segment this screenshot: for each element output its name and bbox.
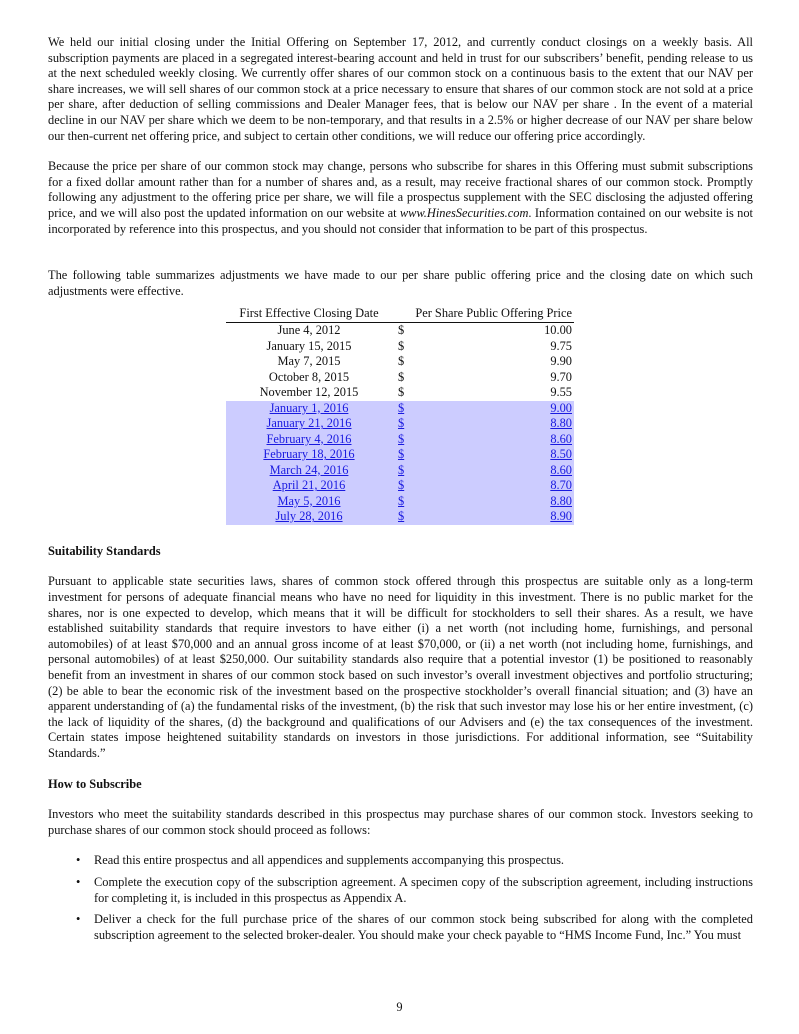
date-cell-text: October 8, 2015 [268,369,350,384]
date-cell[interactable] [226,463,392,479]
date-cell [226,354,392,370]
date-cell[interactable] [226,432,392,448]
currency-cell [392,354,418,370]
table-row [226,432,574,448]
table-row [226,339,574,355]
table-row [226,494,574,510]
date-cell[interactable] [226,401,392,417]
table-row [226,478,574,494]
date-cell-text[interactable]: July 28, 2016 [275,509,343,524]
website-reference: www.HinesSecurities.com [399,205,529,220]
list-item [48,875,753,906]
price-cell-text[interactable]: 8.60 [550,462,572,477]
table-row [226,416,574,432]
price-cell-text: 10.00 [544,323,572,338]
price-cell[interactable] [418,447,574,463]
currency-cell-text[interactable]: $ [398,462,405,477]
table-row [226,447,574,463]
price-cell [418,354,574,370]
date-cell-text[interactable]: February 18, 2016 [263,447,355,462]
date-cell-text: May 7, 2015 [277,354,341,369]
paragraph-initial-closing: We held our initial closing under the Initial Offering on September 17, 2012, and currently conduct closings on a weekly basis. All subscription payments are placed in a segregated interest-bearing account and held in trust for our subscribers’ benefit, pending release to us at the next scheduled weekly closing. We currently offer shares of our common stock on a continuous basis to the extent that our NAV per share increases, we will sell shares of our common stock at a price necessary to ensure that shares of our common stock are not sold at a price per share, after deduction of selling commissions and Dealer Manager fees, that is below our NAV per share . In the event of a material decline in our NAV per share which we deem to be non-temporary, and that results in a 2.5% or higher decrease of our NAV per share below our then-current net offering price, and subject to certain other conditions, we will reduce our offering price accordingly. [48,35,753,143]
price-cell[interactable] [418,401,574,417]
currency-cell[interactable] [392,463,418,479]
date-cell[interactable] [226,509,392,525]
bullet-icon: • [76,853,81,868]
table-row [226,401,574,417]
price-cell[interactable] [418,463,574,479]
table-row [226,370,574,386]
price-cell-text[interactable]: 9.00 [550,400,572,415]
price-cell-text[interactable]: 8.50 [550,447,572,462]
list-item-text: Read this entire prospectus and all appendices and supplements accompanying this prospectus. [94,853,565,868]
document-page [48,35,753,949]
currency-cell[interactable] [392,416,418,432]
price-cell [418,323,574,339]
subscribe-steps-list [48,853,753,943]
price-cell[interactable] [418,509,574,525]
price-cell-text[interactable]: 8.80 [550,493,572,508]
date-cell-text: November 12, 2015 [259,385,359,400]
date-cell[interactable] [226,416,392,432]
section-heading-suitability: Suitability Standards [48,543,161,558]
date-cell-text: January 15, 2015 [266,338,352,353]
table-header-row [226,306,574,323]
table-row [226,385,574,401]
date-cell-text[interactable]: April 21, 2016 [272,478,346,493]
price-cell[interactable] [418,432,574,448]
date-cell[interactable] [226,447,392,463]
column-header-price: Per Share Public Offering Price [392,306,574,323]
currency-cell [392,339,418,355]
currency-cell[interactable] [392,494,418,510]
currency-cell-text[interactable]: $ [398,447,405,462]
currency-cell-text[interactable]: $ [398,400,405,415]
date-cell [226,339,392,355]
date-cell-text[interactable]: May 5, 2016 [277,493,341,508]
currency-cell[interactable] [392,509,418,525]
currency-cell-text: $ [398,385,405,400]
price-cell [418,385,574,401]
currency-cell[interactable] [392,432,418,448]
table-row [226,463,574,479]
price-cell-text[interactable]: 8.90 [550,509,572,524]
currency-cell-text[interactable]: $ [398,493,405,508]
paragraph-suitability: Pursuant to applicable state securities laws, shares of common stock offered through this prospectus are suitable only as a long-term investment for persons of adequate financial means who have no need for liquidity in this investment. There is no public market for the shares, nor is one expected to develop, which means that it will be difficult for stockholders to sell their shares. As a result, we have established suitability standards that require investors to have either (i) a net worth (not including home, furnishings, and personal automobiles) of at least $70,000 and an annual gross income of at least $70,000, or (ii) a net worth (not including home, furnishings, and personal automobiles) of at least $250,000. Our suitability standards also require that a potential investor (1) be positioned to reasonably benefit from an investment in shares of our common stock based on such investor’s overall investment objectives and portfolio structuring; (2) be able to bear the economic risk of the investment based on the prospective stockholder’s overall financial situation; and (3) have an apparent understanding of (a) the fundamental risks of the investment, (b) the risk that such investor may lose his or her entire investment, (c) the lack of liquidity of the shares, (d) the background and qualifications of our Advisers and (e) the tax consequences of the investment. Certain states impose heightened suitability standards on investors in those jurisdictions. For additional information, see “Suitability Standards.” [48,574,753,760]
currency-cell-text: $ [398,338,405,353]
date-cell-text[interactable]: February 4, 2016 [266,431,352,446]
price-cell-text: 9.55 [550,385,572,400]
paragraph-text: Because the price per share of our common stock may change, persons who subscribe for shares in this Offering must submit subscriptions for a fixed dollar amount rather than for a number of shares and, as a result, may receive fractional shares of our common stock. Promptly following any adjustment to the offering price per share, we will file a prospectus supplement with the SEC disclosing the adjusted offering price, and we will also post the updated information on our website at [48,159,753,220]
table-row [226,354,574,370]
currency-cell[interactable] [392,401,418,417]
bullet-icon: • [76,874,81,889]
paragraph-subscribe-intro: Investors who meet the suitability standards described in this prospectus may purchase shares of our common stock. Investors seeking to purchase shares of our common stock should proceed as follows: [48,807,753,837]
currency-cell [392,385,418,401]
table-row [226,323,574,339]
date-cell [226,370,392,386]
price-cell-text: 9.90 [550,354,572,369]
price-cell [418,339,574,355]
list-item-text: Complete the execution copy of the subscription agreement. A specimen copy of the subscription agreement, including instructions for completing it, is included in this prospectus as Appendix A. [94,874,753,905]
price-cell-text[interactable]: 8.80 [550,416,572,431]
column-header-date: First Effective Closing Date [226,306,392,323]
date-cell[interactable] [226,478,392,494]
date-cell-text[interactable]: March 24, 2016 [269,462,349,477]
price-cell[interactable] [418,416,574,432]
price-cell-text[interactable]: 8.70 [550,478,572,493]
price-adjustment-table-container [226,306,574,525]
paragraph-price-changes [48,159,753,237]
list-item-text: Deliver a check for the full purchase price of the shares of our common stock being subscribed for along with the completed subscription agreement to the selected broker-dealer. You should make your check payable to “HMS Income Fund, Inc.” You must [94,912,753,942]
section-heading-how-to-subscribe: How to Subscribe [48,776,142,791]
price-adjustment-table [226,306,574,525]
price-cell-text: 9.75 [550,338,572,353]
currency-cell-text[interactable]: $ [398,416,405,431]
price-cell-text[interactable]: 8.60 [550,431,572,446]
date-cell-text: June 4, 2012 [277,323,341,338]
page-number: 9 [396,1000,403,1014]
price-cell[interactable] [418,494,574,510]
list-item [48,853,753,869]
price-cell [418,370,574,386]
currency-cell-text: $ [398,323,405,338]
date-cell-text[interactable]: January 21, 2016 [266,416,352,431]
date-cell[interactable] [226,494,392,510]
currency-cell-text[interactable]: $ [398,478,405,493]
date-cell-text[interactable]: January 1, 2016 [269,400,349,415]
currency-cell [392,323,418,339]
date-cell [226,385,392,401]
bullet-icon: • [76,912,81,927]
price-cell[interactable] [418,478,574,494]
currency-cell[interactable] [392,478,418,494]
date-cell [226,323,392,339]
price-cell-text: 9.70 [550,369,572,384]
paragraph-text: . Information contained on our website is not incorporated by reference into this prospectus, and you should not consider that information to be part of this prospectus. [48,205,754,236]
currency-cell-text[interactable]: $ [398,509,405,524]
paragraph-table-intro: The following table summarizes adjustments we have made to our per share public offering price and the closing date on which such adjustments were effective. [48,268,753,298]
currency-cell[interactable] [392,447,418,463]
list-item [48,912,753,943]
currency-cell [392,370,418,386]
currency-cell-text: $ [398,354,405,369]
currency-cell-text: $ [398,369,405,384]
currency-cell-text[interactable]: $ [398,431,405,446]
table-body [226,323,574,525]
table-row [226,509,574,525]
